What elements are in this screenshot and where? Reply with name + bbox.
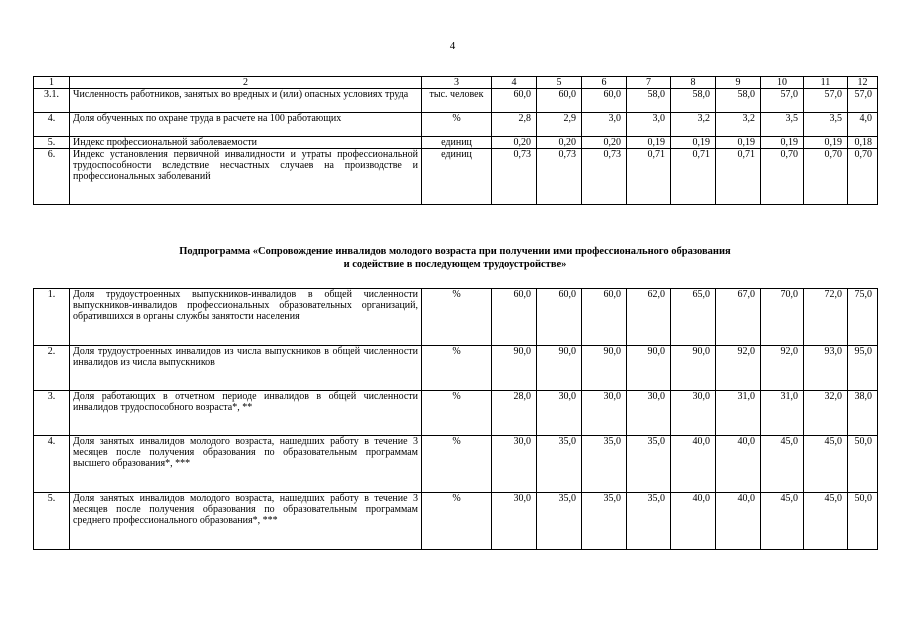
value-cell: 40,0 xyxy=(671,436,716,493)
value-cell: 45,0 xyxy=(804,493,848,550)
unit-cell: % xyxy=(422,436,492,493)
header-cell: 11 xyxy=(804,77,848,89)
table-row xyxy=(34,436,878,493)
table-row xyxy=(34,346,878,391)
table-row xyxy=(34,149,878,205)
header-cell: 1 xyxy=(34,77,70,89)
header-cell: 2 xyxy=(70,77,422,89)
table-row xyxy=(34,289,878,346)
value-cell: 0,70 xyxy=(804,149,848,205)
value-cell: 0,20 xyxy=(537,137,582,149)
value-cell: 40,0 xyxy=(716,436,761,493)
indicator-name: Доля трудоустроенных выпускников-инвалидов в общей численности выпускников-инвалидов профессиональных образовательных организаций, обратившихся в органы службы занятости населения xyxy=(70,289,422,346)
table-row xyxy=(34,113,878,137)
value-cell: 38,0 xyxy=(848,391,878,436)
value-cell: 0,20 xyxy=(492,137,537,149)
value-cell: 40,0 xyxy=(716,493,761,550)
header-cell: 3 xyxy=(422,77,492,89)
unit-cell: единиц xyxy=(422,137,492,149)
unit-cell: % xyxy=(422,113,492,137)
value-cell: 2,9 xyxy=(537,113,582,137)
header-row xyxy=(34,77,878,89)
value-cell: 0,73 xyxy=(492,149,537,205)
value-cell: 92,0 xyxy=(716,346,761,391)
value-cell: 45,0 xyxy=(804,436,848,493)
value-cell: 32,0 xyxy=(804,391,848,436)
value-cell: 3,5 xyxy=(761,113,804,137)
value-cell: 93,0 xyxy=(804,346,848,391)
value-cell: 57,0 xyxy=(804,89,848,113)
value-cell: 90,0 xyxy=(582,346,627,391)
value-cell: 35,0 xyxy=(582,436,627,493)
value-cell: 40,0 xyxy=(671,493,716,550)
value-cell: 65,0 xyxy=(671,289,716,346)
value-cell: 0,70 xyxy=(848,149,878,205)
value-cell: 30,0 xyxy=(537,391,582,436)
value-cell: 0,70 xyxy=(761,149,804,205)
value-cell: 95,0 xyxy=(848,346,878,391)
value-cell: 0,73 xyxy=(537,149,582,205)
value-cell: 0,19 xyxy=(716,137,761,149)
header-cell: 9 xyxy=(716,77,761,89)
header-cell: 5 xyxy=(537,77,582,89)
value-cell: 2,8 xyxy=(492,113,537,137)
subprogram-title-line2: и содействие в последующем трудоустройстве» xyxy=(343,259,567,270)
indicators-table-bottom xyxy=(33,288,878,550)
header-cell: 6 xyxy=(582,77,627,89)
value-cell: 28,0 xyxy=(492,391,537,436)
unit-cell: % xyxy=(422,289,492,346)
indicator-name: Доля занятых инвалидов молодого возраста, нашедших работу в течение 3 месяцев после получения образования по образовательным программам высшего образования*, *** xyxy=(70,436,422,493)
value-cell: 35,0 xyxy=(537,493,582,550)
value-cell: 0,20 xyxy=(582,137,627,149)
value-cell: 31,0 xyxy=(716,391,761,436)
value-cell: 3,0 xyxy=(627,113,671,137)
row-number: 3.1. xyxy=(34,89,70,113)
value-cell: 70,0 xyxy=(761,289,804,346)
value-cell: 58,0 xyxy=(671,89,716,113)
row-number: 4. xyxy=(34,113,70,137)
unit-cell: % xyxy=(422,346,492,391)
row-number: 1. xyxy=(34,289,70,346)
value-cell: 58,0 xyxy=(716,89,761,113)
value-cell: 50,0 xyxy=(848,436,878,493)
value-cell: 31,0 xyxy=(761,391,804,436)
header-cell: 8 xyxy=(671,77,716,89)
value-cell: 58,0 xyxy=(627,89,671,113)
table-row xyxy=(34,137,878,149)
row-number: 4. xyxy=(34,436,70,493)
value-cell: 30,0 xyxy=(671,391,716,436)
value-cell: 90,0 xyxy=(627,346,671,391)
value-cell: 90,0 xyxy=(537,346,582,391)
value-cell: 45,0 xyxy=(761,493,804,550)
unit-cell: тыс. человек xyxy=(422,89,492,113)
unit-cell: единиц xyxy=(422,149,492,205)
value-cell: 0,19 xyxy=(671,137,716,149)
value-cell: 60,0 xyxy=(492,289,537,346)
header-cell: 12 xyxy=(848,77,878,89)
indicator-name: Доля обученных по охране труда в расчете на 100 работающих xyxy=(70,113,422,137)
value-cell: 92,0 xyxy=(761,346,804,391)
indicator-name: Доля трудоустроенных инвалидов из числа выпускников в общей численности инвалидов из числа выпускников xyxy=(70,346,422,391)
value-cell: 60,0 xyxy=(582,89,627,113)
value-cell: 0,19 xyxy=(761,137,804,149)
indicator-name: Доля занятых инвалидов молодого возраста, нашедших работу в течение 3 месяцев после получения образования по образовательным программам среднего профессионального образования*, *** xyxy=(70,493,422,550)
value-cell: 45,0 xyxy=(761,436,804,493)
value-cell: 67,0 xyxy=(716,289,761,346)
value-cell: 0,71 xyxy=(716,149,761,205)
value-cell: 35,0 xyxy=(627,493,671,550)
value-cell: 4,0 xyxy=(848,113,878,137)
value-cell: 35,0 xyxy=(582,493,627,550)
value-cell: 30,0 xyxy=(492,493,537,550)
unit-cell: % xyxy=(422,391,492,436)
value-cell: 3,2 xyxy=(716,113,761,137)
value-cell: 35,0 xyxy=(627,436,671,493)
row-number: 6. xyxy=(34,149,70,205)
indicator-name: Доля работающих в отчетном периоде инвалидов в общей численности инвалидов трудоспособного возраста*, ** xyxy=(70,391,422,436)
value-cell: 0,71 xyxy=(671,149,716,205)
value-cell: 30,0 xyxy=(627,391,671,436)
indicator-name: Индекс установления первичной инвалидности и утраты профессиональной трудоспособности вследствие несчастных случаев на производстве и профессиональных заболеваний xyxy=(70,149,422,205)
table-row xyxy=(34,493,878,550)
row-number: 5. xyxy=(34,137,70,149)
row-number: 5. xyxy=(34,493,70,550)
value-cell: 30,0 xyxy=(582,391,627,436)
value-cell: 72,0 xyxy=(804,289,848,346)
value-cell: 0,18 xyxy=(848,137,878,149)
value-cell: 0,19 xyxy=(627,137,671,149)
value-cell: 3,5 xyxy=(804,113,848,137)
value-cell: 0,73 xyxy=(582,149,627,205)
row-number: 3. xyxy=(34,391,70,436)
table-row xyxy=(34,89,878,113)
value-cell: 90,0 xyxy=(492,346,537,391)
value-cell: 35,0 xyxy=(537,436,582,493)
unit-cell: % xyxy=(422,493,492,550)
value-cell: 30,0 xyxy=(492,436,537,493)
value-cell: 90,0 xyxy=(671,346,716,391)
value-cell: 57,0 xyxy=(848,89,878,113)
value-cell: 60,0 xyxy=(537,289,582,346)
page-number: 4 xyxy=(449,40,456,52)
value-cell: 0,19 xyxy=(804,137,848,149)
indicator-name: Индекс профессиональной заболеваемости xyxy=(70,137,422,149)
value-cell: 60,0 xyxy=(492,89,537,113)
indicators-table-top xyxy=(33,76,878,205)
header-cell: 7 xyxy=(627,77,671,89)
header-cell: 10 xyxy=(761,77,804,89)
value-cell: 60,0 xyxy=(582,289,627,346)
value-cell: 60,0 xyxy=(537,89,582,113)
value-cell: 0,71 xyxy=(627,149,671,205)
value-cell: 75,0 xyxy=(848,289,878,346)
value-cell: 62,0 xyxy=(627,289,671,346)
subprogram-title xyxy=(60,245,850,271)
row-number: 2. xyxy=(34,346,70,391)
value-cell: 3,2 xyxy=(671,113,716,137)
table-row xyxy=(34,391,878,436)
value-cell: 3,0 xyxy=(582,113,627,137)
value-cell: 50,0 xyxy=(848,493,878,550)
value-cell: 57,0 xyxy=(761,89,804,113)
subprogram-title-line1: Подпрограмма «Сопровождение инвалидов молодого возраста при получении ими профессионального образования xyxy=(179,246,731,257)
header-cell: 4 xyxy=(492,77,537,89)
indicator-name: Численность работников, занятых во вредных и (или) опасных условиях труда xyxy=(70,89,422,113)
